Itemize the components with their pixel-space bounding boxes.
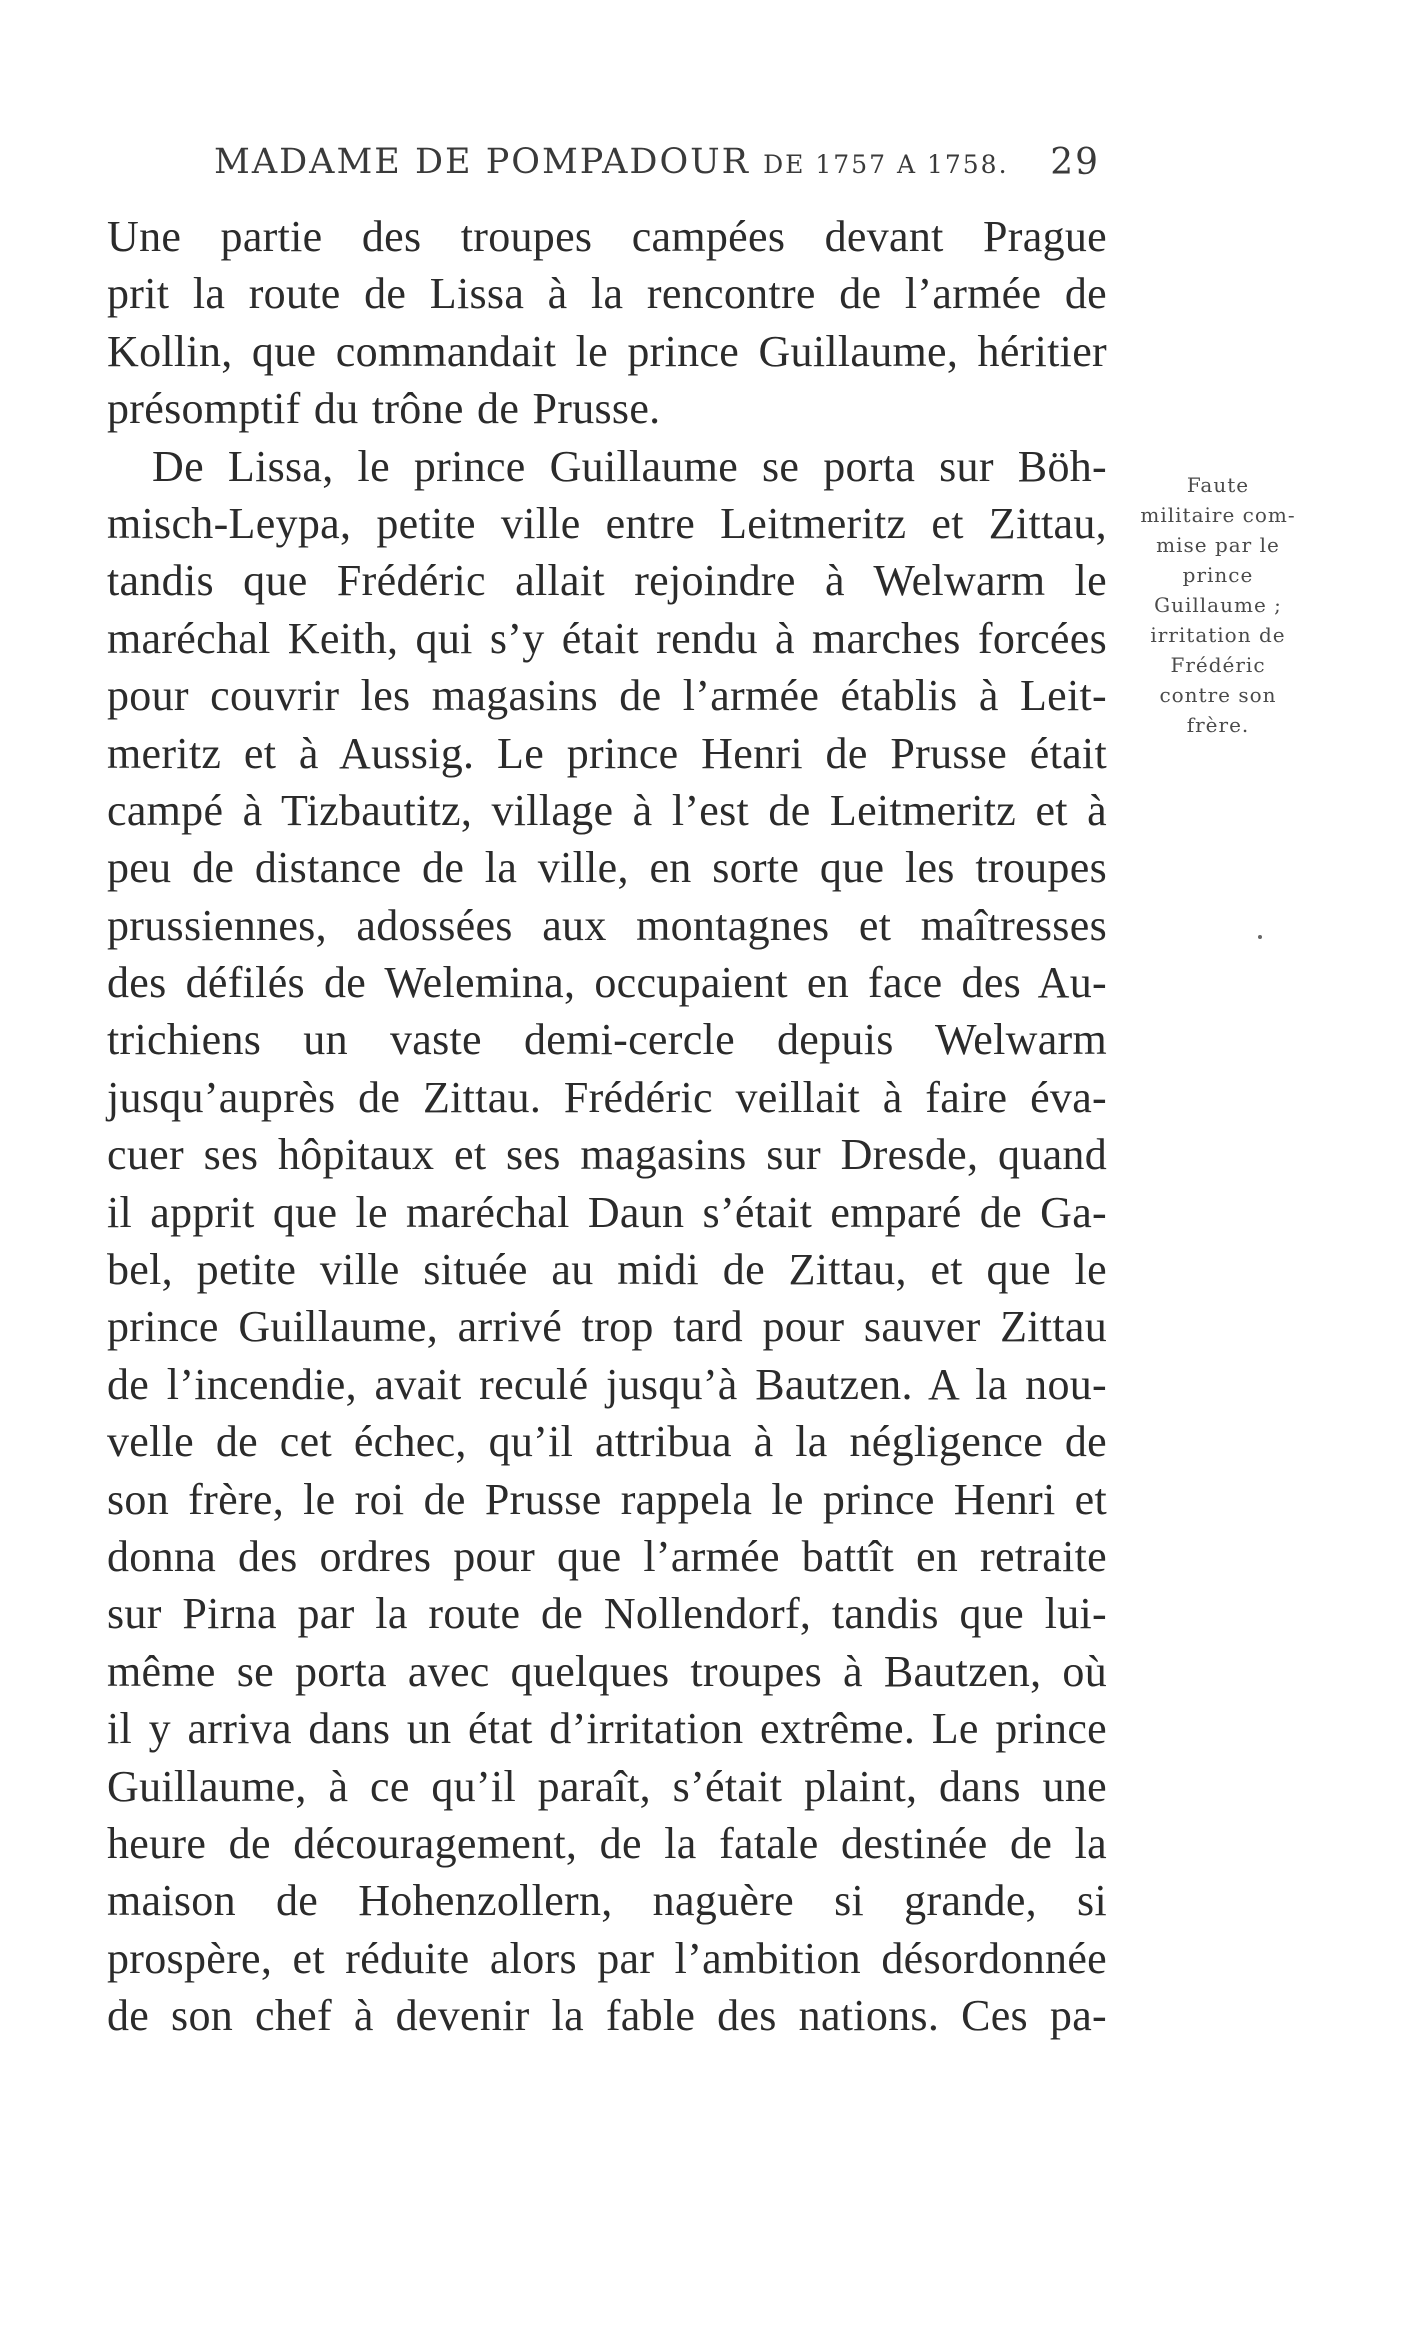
- running-title: [214, 142, 1009, 182]
- text-line: de son chef à devenir la fable des nations. Ces pa-: [107, 1991, 1107, 2041]
- running-title-dates: DE 1757 A 1758.: [763, 150, 1009, 179]
- text-line: prit la route de Lissa à la rencontre de l’armée de: [107, 269, 1107, 319]
- text-line: De Lissa, le prince Guillaume se porta sur Böh-: [152, 441, 1107, 491]
- margin-note-line: contre son: [1159, 683, 1277, 707]
- text-line: maréchal Keith, qui s’y était rendu à marches forcées: [107, 613, 1107, 663]
- text-line: cuer ses hôpitaux et ses magasins sur Dresde, quand: [107, 1130, 1107, 1180]
- text-line: présomptif du trône de Prusse.: [107, 384, 661, 434]
- text-line: meritz et à Aussig. Le prince Henri de Prusse était: [107, 728, 1107, 778]
- page-number: 29: [1050, 142, 1100, 183]
- margin-note: [1128, 470, 1308, 740]
- margin-note-line: militaire com-: [1140, 503, 1296, 527]
- text-line: Une partie des troupes campées devant Prague: [107, 212, 1107, 261]
- text-line: sur Pirna par la route de Nollendorf, tandis que lui-: [107, 1589, 1107, 1639]
- text-line: prospère, et réduite alors par l’ambition désordonnée: [107, 1933, 1107, 1983]
- text-line: il apprit que le maréchal Daun s’était emparé de Ga-: [107, 1187, 1107, 1237]
- text-line: heure de découragement, de la fatale destinée de la: [107, 1818, 1107, 1868]
- margin-note-line: Faute: [1186, 473, 1250, 497]
- margin-note-line: prince: [1182, 563, 1254, 587]
- margin-note-line: irritation de: [1150, 623, 1286, 647]
- text-line: son frère, le roi de Prusse rappela le prince Henri et: [107, 1474, 1107, 1524]
- text-line: misch-Leypa, petite ville entre Leitmeritz et Zittau,: [107, 498, 1107, 548]
- text-line: jusqu’auprès de Zittau. Frédéric veillait à faire éva-: [107, 1072, 1107, 1122]
- text-line: peu de distance de la ville, en sorte que les troupes: [107, 843, 1107, 893]
- text-line: il y arriva dans un état d’irritation extrême. Le prince: [107, 1704, 1107, 1754]
- text-line: trichiens un vaste demi-cercle depuis Welwarm: [107, 1015, 1107, 1065]
- text-line: Guillaume, à ce qu’il paraît, s’était plaint, dans une: [107, 1761, 1107, 1811]
- body-text: [107, 208, 1107, 2045]
- margin-note-line: Guillaume ;: [1154, 593, 1282, 617]
- text-line: pour couvrir les magasins de l’armée établis à Leit-: [107, 671, 1107, 721]
- text-line: même se porta avec quelques troupes à Bautzen, où: [107, 1646, 1107, 1696]
- text-line: de l’incendie, avait reculé jusqu’à Bautzen. A la nou-: [107, 1359, 1107, 1409]
- text-line: des défilés de Welemina, occupaient en face des Au-: [107, 958, 1107, 1008]
- text-line: tandis que Frédéric allait rejoindre à Welwarm le: [107, 556, 1107, 606]
- ink-speck: [1258, 935, 1262, 939]
- text-line: prussiennes, adossées aux montagnes et maîtresses: [107, 900, 1107, 950]
- text-line: donna des ordres pour que l’armée battît en retraite: [107, 1531, 1107, 1581]
- text-line: Kollin, que commandait le prince Guillaume, héritier: [107, 326, 1107, 376]
- margin-note-line: Frédéric: [1170, 653, 1266, 677]
- text-line: velle de cet échec, qu’il attribua à la négligence de: [107, 1417, 1107, 1467]
- running-header: [214, 142, 1100, 192]
- text-line: campé à Tizbautitz, village à l’est de Leitmeritz et à: [107, 785, 1107, 835]
- margin-note-line: mise par le: [1156, 533, 1280, 557]
- running-title-main: MADAME DE POMPADOUR: [214, 142, 750, 182]
- text-line: maison de Hohenzollern, naguère si grande, si: [107, 1876, 1107, 1926]
- margin-note-line: frère.: [1186, 713, 1250, 737]
- text-line: prince Guillaume, arrivé trop tard pour sauver Zittau: [107, 1302, 1107, 1352]
- text-line: bel, petite ville située au midi de Zittau, et que le: [107, 1245, 1107, 1295]
